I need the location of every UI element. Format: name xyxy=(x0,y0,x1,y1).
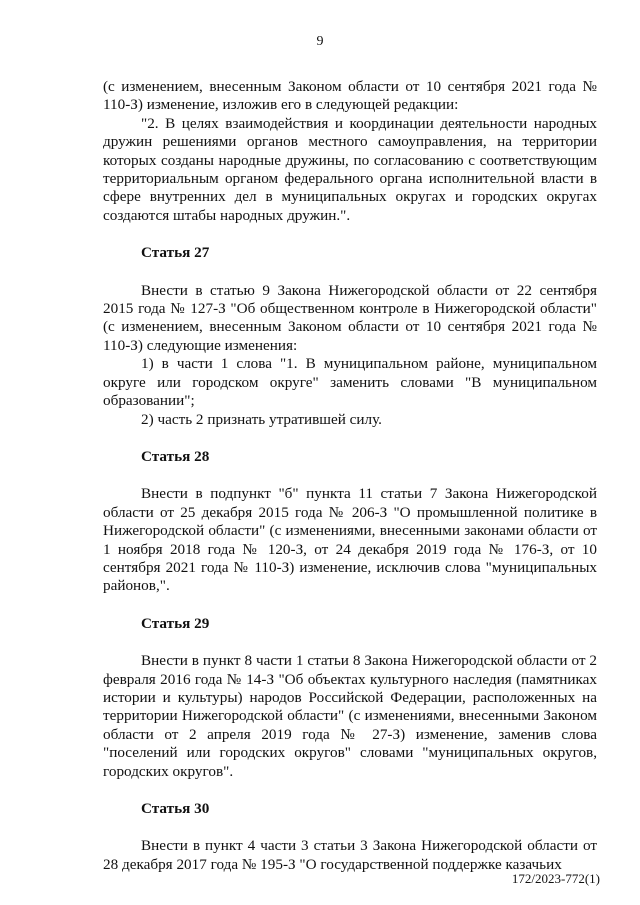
article-27-paragraph-2: 1) в части 1 слова "1. В муниципальном районе, муниципальном округе или городском округе" заменить словами "В муниципальном образовании"; xyxy=(103,355,597,410)
article-28-paragraph-1: Внести в подпункт "б" пункта 11 статьи 7 Закона Нижегородской области от 25 декабря 2015 года № 206-З "О промышленной политике в Нижегородской области" (с изменениями, внесенными законами области от 1 ноября 2018 года № 120-З, от 24 декабря 2019 года № 176-З, от 10 сентября 2021 года № 110-З) изменение, исключив слова "муниципальных районов,". xyxy=(103,485,597,595)
article-27-paragraph-3: 2) часть 2 признать утратившей силу. xyxy=(141,410,382,428)
intro-paragraph-1: (с изменением, внесенным Законом области от 10 сентября 2021 года № 110-З) изменение, изложив его в следующей редакции: xyxy=(103,78,597,114)
page-number: 9 xyxy=(316,34,324,49)
article-28-title: Статья 28 xyxy=(141,447,210,465)
intro-paragraph-2: "2. В целях взаимодействия и координации деятельности народных дружин решениями органов местного самоуправления, на территории которых созданы народные дружины, по согласованию с соответствующим территориальным органом федерального органа исполнительной власти в сфере внутренних дел в муниципальных округах и городских округах создаются штабы народных дружин.". xyxy=(103,114,597,224)
article-29-title: Статья 29 xyxy=(141,614,210,632)
article-27-paragraph-1: Внести в статью 9 Закона Нижегородской области от 22 сентября 2015 года № 127-З "Об общественном контроле в Нижегородской области" (с изменением, внесенным Законом области от 10 сентября 2021 года № 110-З) следующие изменения: xyxy=(103,281,597,354)
article-30-title: Статья 30 xyxy=(141,800,210,817)
document-code: 172/2023-772(1) xyxy=(511,871,600,886)
article-30-paragraph-1: Внести в пункт 4 части 3 статьи 3 Закона Нижегородской области от 28 декабря 2017 года № 195-З "О государственной поддержке казачьих xyxy=(103,837,597,873)
article-27-title: Статья 27 xyxy=(141,244,210,262)
article-29-paragraph-1: Внести в пункт 8 части 1 статьи 8 Закона Нижегородской области от 2 февраля 2016 года № 14-З "Об объектах культурного наследия (памятниках истории и культуры) народов Российской Федерации, расположенных на территории Нижегородской области" (с изменениями, внесенными Законом области от 2 апреля 2019 года № 27-З) изменение, заменив слова "поселений или городских округов" словами "муниципальных округов, городских округов". xyxy=(103,652,597,780)
document-body xyxy=(103,78,597,874)
